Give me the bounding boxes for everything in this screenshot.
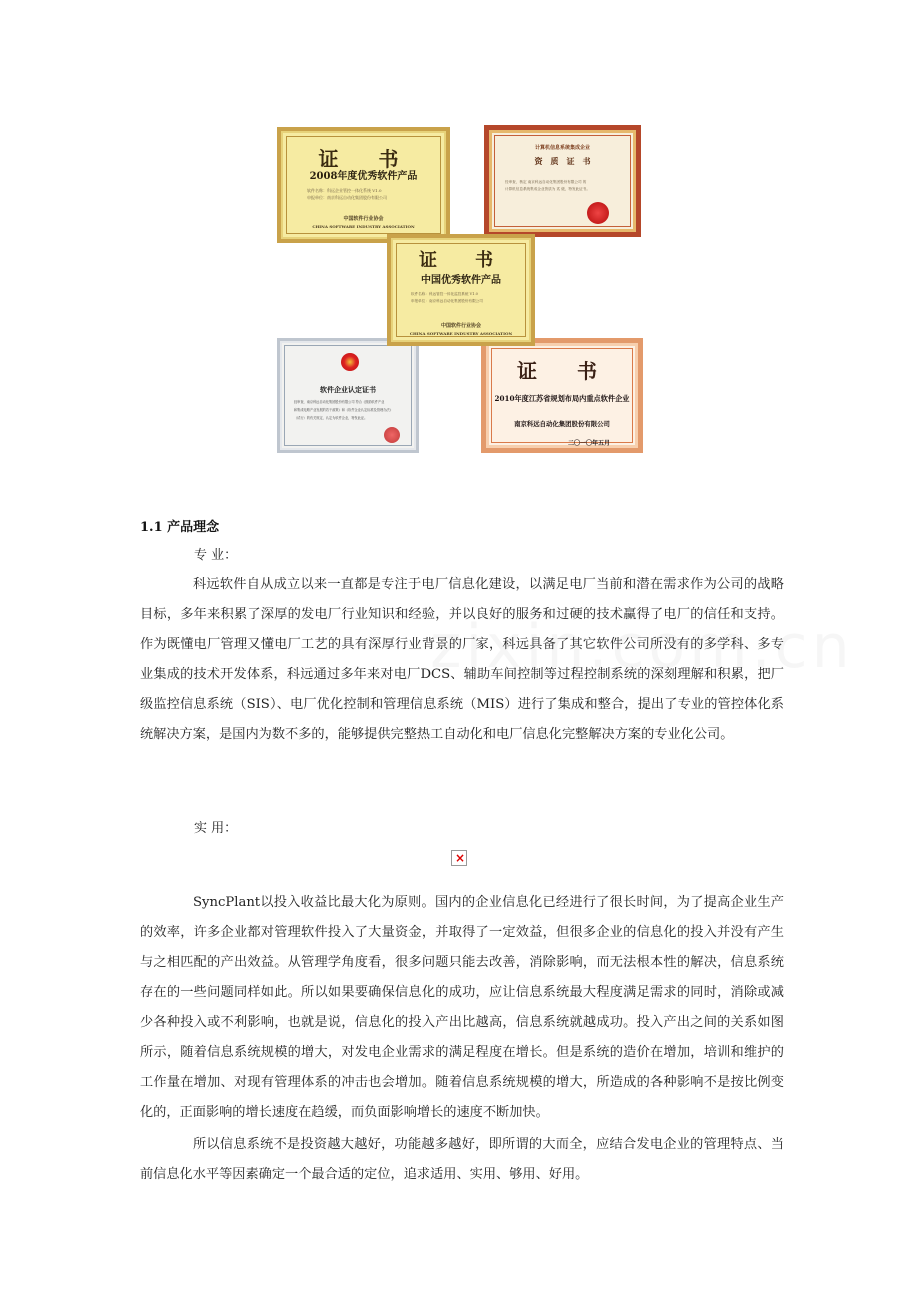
certificate-jiangsu-key-software-enterprise — [481, 338, 643, 453]
label-professional: 专 业： — [194, 548, 238, 563]
cert-issuer-en: CHINA SOFTWARE INDUSTRY ASSOCIATION — [409, 331, 513, 336]
paragraph-practical-2: 所以信息系统不是投资越大越好，功能越多越好，即所谓的大而全，应结合发电企业的管理特点、当前信息化水平等因素确定一个最合适的定位，追求适用、实用、够用、好用。 — [140, 1137, 784, 1182]
label-practical: 实 用： — [194, 821, 238, 836]
broken-image-glyph: × — [455, 851, 466, 865]
national-emblem-icon — [341, 353, 359, 371]
certificate-software-enterprise — [277, 338, 419, 453]
cert-date: 二〇一〇年五月 — [568, 440, 611, 447]
cert-header: 计算机信息系统集成企业 — [534, 145, 590, 151]
cert-line: 经审查，南京科远自动化集团股份有限公司 符合《鼓励软件产业 — [294, 400, 385, 404]
cert-subtitle: 中国优秀软件产品 — [421, 275, 501, 286]
cert-line: （试行）的有关规定，认定为软件企业，特发此证。 — [294, 416, 368, 420]
cert-issuer-en: CHINA SOFTWARE INDUSTRY ASSOCIATION — [312, 224, 415, 229]
cert-line: 软件名称：科远管控一体化监控系统 V1.0 — [411, 292, 478, 296]
cert-line: 和集成电路产业发展的若干政策》和《软件企业认定标准及管理办法》 — [294, 408, 393, 412]
cert-company: 南京科远自动化集团股份有限公司 — [514, 420, 610, 428]
cert-title: 资 质 证 书 — [534, 156, 591, 166]
cert-line: 计算机信息系统集成企业资质为 贰 级，特发此证书。 — [505, 187, 590, 191]
cert-title: 证 书 — [419, 250, 503, 271]
cert-subtitle: 2010年度江苏省规划布局内重点软件企业 — [494, 394, 630, 403]
cert-issuer: 中国软件行业协会 — [440, 323, 481, 329]
paragraph-professional: 科远软件自从成立以来一直都是专注于电厂信息化建设，以满足电厂当前和潜在需求作为公司的战略目标，多年来积累了深厚的发电厂行业知识和经验，并以良好的服务和过硬的技术赢得了电厂的信任和支持。作为既懂电厂管理又懂电厂工艺的具有深厚行业背景的厂家，科远具备了其它软件公司所没有的多学科、多专业集成的技术开发体系，科远通过多年来对电厂DCS、辅助车间控制等过程控制系统的深刻理解和积累，把厂级监控信息系统（SIS）、电厂优化控制和管理信息系统（MIS）进行了集成和整合，提出了专业的管控体化系统解决方案，是国内为数不多的，能够提供完整热工自动化和电厂信息化完整解决方案的专业化公司。 — [140, 577, 784, 742]
section-heading: 1.1 产品理念 — [140, 520, 220, 535]
cert-issuer: 中国软件行业协会 — [343, 216, 384, 222]
cert-line: 申报单位：南京科远自动化集团股份有限公司 — [411, 299, 483, 303]
cert-line: 经审查，核定 南京科远自动化集团股份有限公司 的 — [505, 180, 587, 184]
cert-line: 申报单位：南京科远自动化集团股份有限公司 — [307, 195, 387, 200]
broken-image-icon — [451, 850, 467, 866]
certificate-china-excellent-software — [387, 234, 535, 346]
red-seal-icon — [587, 202, 609, 224]
certificate-2008-excellent-software — [277, 127, 450, 243]
cert-subtitle: 2008年度优秀软件产品 — [309, 171, 418, 182]
certificate-system-integration-qualification — [484, 125, 641, 237]
cert-title: 软件企业认定证书 — [320, 385, 376, 394]
cert-line: 软件名称：科远企业管控一体化系统 V1.0 — [307, 188, 382, 193]
paragraph-practical-1: SyncPlant以投入收益比最大化为原则。国内的企业信息化已经进行了很长时间，为了提高企业生产的效率，许多企业都对管理软件投入了大量资金，并取得了一定效益，但很多企业的信息化的投入并没有产生与之相匹配的产出效益。从管理学角度看，很多问题只能去改善，消除影响，而无法根本性的解决，信息系统存在的一些问题同样如此。所以如果要确保信息化的成功，应让信息系统最大程度满足需求的同时，消除或减少各种投入或不利影响，也就是说，信息化的投入产出比越高，信息系统就越成功。投入产出之间的关系如图所示，随着信息系统规模的增大，对发电企业需求的满足程度在增长。但是系统的造价在增加，培训和维护的工作量在增加、对现有管理体系的冲击也会增加。随着信息系统规模的增大，所造成的各种影响不是按比例变化的，正面影响的增长速度在趋缓，而负面影响增长的速度不断加快。 — [140, 895, 784, 1120]
cert-title: 证 书 — [318, 147, 409, 171]
red-seal-icon — [384, 427, 400, 443]
cert-title: 证 书 — [517, 359, 607, 383]
